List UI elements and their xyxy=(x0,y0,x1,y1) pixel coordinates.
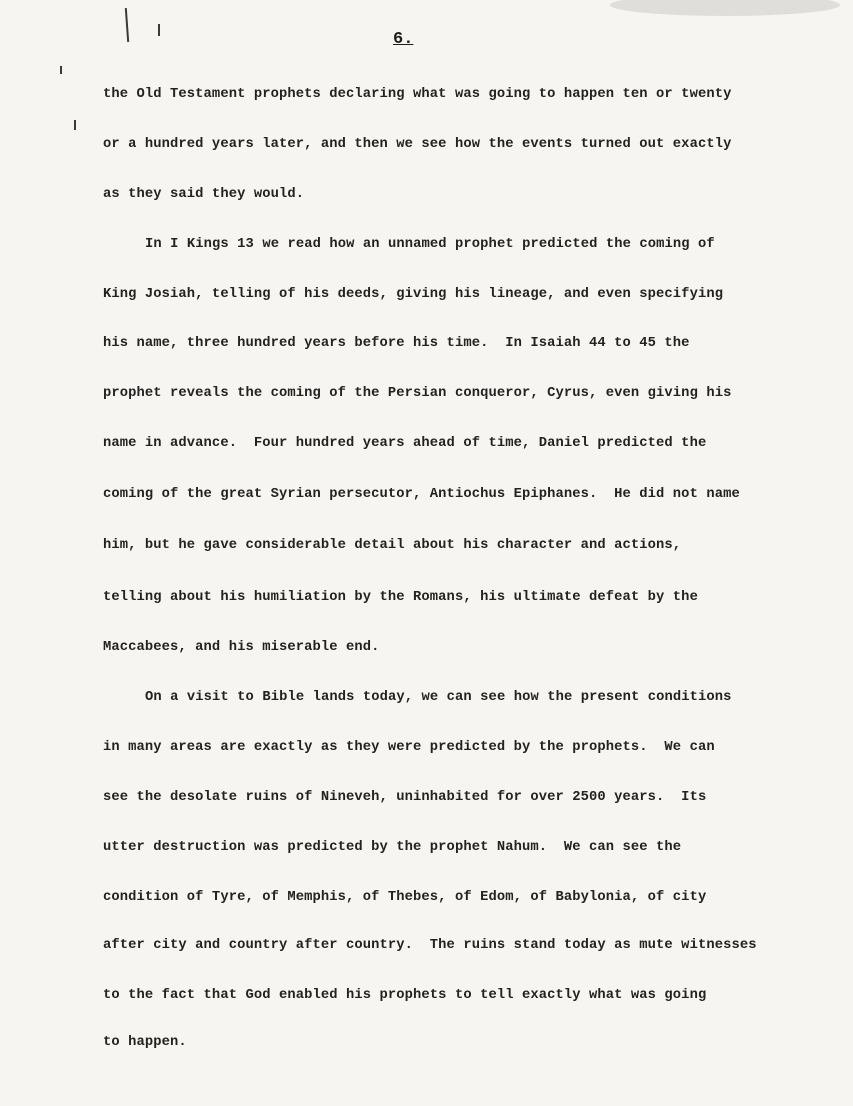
text-line: after city and country after country. The ruins stand today as mute witnesses xyxy=(103,938,757,953)
text-line: as they said they would. xyxy=(103,187,305,202)
text-line: him, but he gave considerable detail about his character and actions, xyxy=(103,538,682,553)
text-line: to happen. xyxy=(103,1035,187,1050)
text-line: to the fact that God enabled his prophets to tell exactly what was going xyxy=(103,988,707,1003)
text-line: his name, three hundred years before his time. In Isaiah 44 to 45 the xyxy=(103,336,690,351)
text-line: or a hundred years later, and then we see how the events turned out exactly xyxy=(103,137,732,152)
scan-mark xyxy=(158,24,160,36)
text-line: telling about his humiliation by the Romans, his ultimate defeat by the xyxy=(103,590,698,605)
text-line: in many areas are exactly as they were predicted by the prophets. We can xyxy=(103,740,715,755)
text-line: coming of the great Syrian persecutor, Antiochus Epiphanes. He did not name xyxy=(103,487,740,502)
scan-mark xyxy=(60,66,62,74)
text-line: On a visit to Bible lands today, we can see how the present conditions xyxy=(145,690,732,705)
text-line: name in advance. Four hundred years ahead of time, Daniel predicted the xyxy=(103,436,707,451)
scan-smudge xyxy=(610,0,840,16)
text-line: prophet reveals the coming of the Persian conqueror, Cyrus, even giving his xyxy=(103,386,732,401)
scan-mark xyxy=(125,8,129,42)
text-line: In I Kings 13 we read how an unnamed prophet predicted the coming of xyxy=(145,237,715,252)
page-number: 6. xyxy=(393,30,414,49)
text-line: the Old Testament prophets declaring what was going to happen ten or twenty xyxy=(103,87,732,102)
text-line: see the desolate ruins of Nineveh, uninhabited for over 2500 years. Its xyxy=(103,790,707,805)
text-line: King Josiah, telling of his deeds, giving his lineage, and even specifying xyxy=(103,287,724,302)
text-line: Maccabees, and his miserable end. xyxy=(103,640,380,655)
text-line: condition of Tyre, of Memphis, of Thebes, of Edom, of Babylonia, of city xyxy=(103,890,707,905)
scan-mark xyxy=(74,120,76,130)
text-line: utter destruction was predicted by the prophet Nahum. We can see the xyxy=(103,840,682,855)
